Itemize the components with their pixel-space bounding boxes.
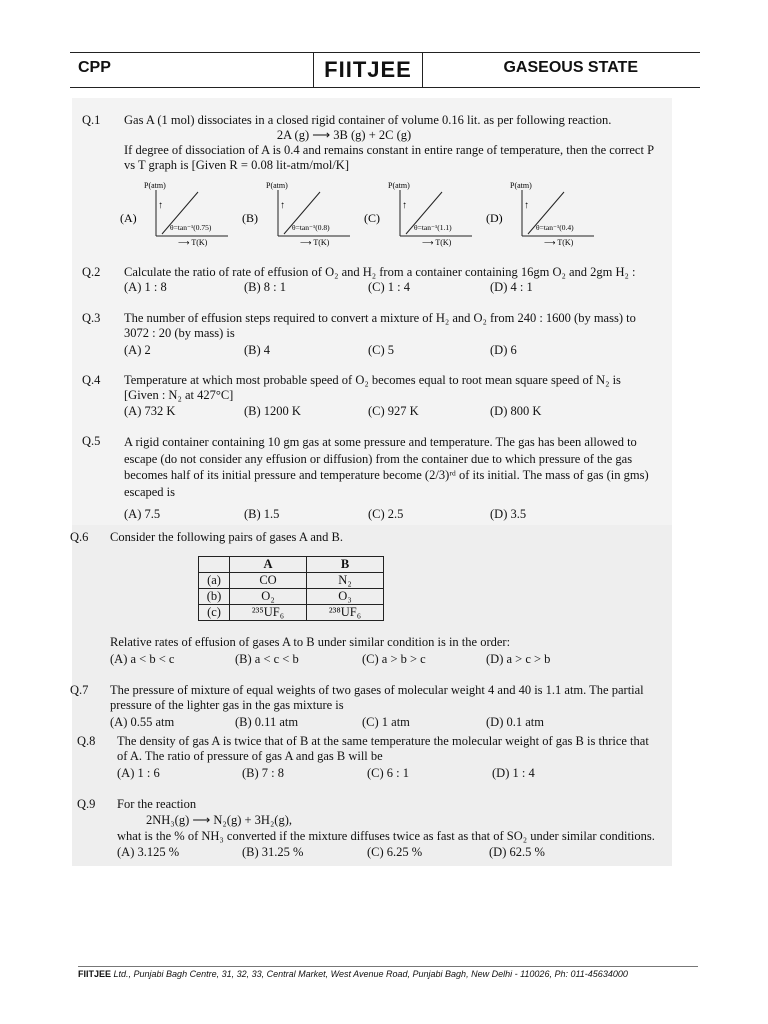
option-b[interactable]: (B) 7 : 8 [242,766,285,780]
question-text: Calculate the ratio of rate of effusion of O₂ and H₂ from a container containing 16gm O₂ and 2gm H₂ : [124,265,636,279]
table-header-cell [199,557,230,573]
reaction-equation: 2NH₃(g) ⟶ N₂(g) + 3H₂(g), [146,813,293,827]
option-a[interactable]: (A) 732 K [124,404,176,418]
table-cell: ²³⁵UF₆ [230,605,307,621]
pt-graph [120,181,228,247]
x-axis-label: ⟶ T(K) [300,238,330,247]
question-text: The number of effusion steps required to convert a mixture of H₂ and O₂ from 240 : 1600 (by mass) to 3072 : 20 (by mass) is [124,311,636,340]
option-c[interactable]: (C) 6.25 % [367,845,423,859]
table-cell: O₃ [307,589,384,605]
option-d[interactable]: (D) 3.5 [490,507,527,521]
question-text-2: what is the % of NH₃ converted if the mixture diffuses twice as fast as that of SO₂ under similar conditions. [117,829,655,843]
option-b[interactable]: (B) 4 [244,343,271,357]
question-text: The density of gas A is twice that of B at the same temperature the molecular weight of gas B is thrice that of A. The ratio of pressure of gas A and gas B will be [117,734,649,763]
reaction-equation: 2A (g) ⟶ 3B (g) + 2C (g) [276,128,412,142]
option-b[interactable]: (B) a < c < b [235,652,299,666]
option-d[interactable]: (D) 62.5 % [489,845,545,859]
question-number: Q.5 [82,434,101,448]
angle-label: θ=tan⁻¹(0.8) [292,223,330,232]
y-axis-label: P(atm) [388,181,410,190]
page-header [70,52,700,88]
pt-graph [364,181,472,247]
pt-graphs [118,178,608,248]
table-cell: (c) [199,605,230,621]
fiitjee-logo: FIITJEE [313,53,423,87]
up-arrow: ↑ [402,200,407,211]
table-header-cell: B [307,557,384,573]
option-b[interactable]: (B) 1200 K [244,404,301,418]
option-a[interactable]: (A) 1 : 8 [124,280,167,294]
graph-option-label: (A) [120,211,137,225]
option-d[interactable]: (D) 800 K [490,404,542,418]
y-axis-label: P(atm) [266,181,288,190]
table-header-cell: A [230,557,307,573]
option-a[interactable]: (A) 1 : 6 [117,766,160,780]
question-number: Q.4 [82,373,101,387]
table-cell: CO [230,573,307,589]
option-b[interactable]: (B) 0.11 atm [235,715,299,729]
table-header-row [199,557,384,573]
graph-option-label: (D) [486,211,503,225]
option-a[interactable]: (A) 3.125 % [117,845,180,859]
option-c[interactable]: (C) 5 [368,343,395,357]
angle-label: θ=tan⁻¹(1.1) [414,223,452,232]
pt-graph [242,181,350,247]
question-text-2: If degree of dissociation of A is 0.4 and remains constant in entire range of temperature, then the correct P vs T graph is [Given R = 0.08 lit-atm/mol/K] [124,143,654,172]
question-number: Q.8 [77,734,96,748]
option-a[interactable]: (A) 2 [124,343,151,357]
option-d[interactable]: (D) a > c > b [486,652,551,666]
question-text: For the reaction [117,797,197,811]
option-c[interactable]: (C) 1 : 4 [368,280,411,294]
option-d[interactable]: (D) 1 : 4 [492,766,535,780]
gas-pairs-table [198,556,384,621]
x-axis-label: ⟶ T(K) [544,238,574,247]
question-text: The pressure of mixture of equal weights of two gases of molecular weight 4 and 40 is 1.1 atm. The partial pressure of the lighter gas in the gas mixture is [110,683,644,712]
table-cell: (b) [199,589,230,605]
pt-graph [486,181,594,247]
option-c[interactable]: (C) a > b > c [362,652,426,666]
option-b[interactable]: (B) 1.5 [244,507,280,521]
angle-label: θ=tan⁻¹(0.75) [170,223,212,232]
angle-label: θ=tan⁻¹(0.4) [536,223,574,232]
question-number: Q.6 [70,530,89,544]
header-left: CPP [78,59,111,76]
x-axis-label: ⟶ T(K) [178,238,208,247]
option-c[interactable]: (C) 1 atm [362,715,410,729]
footer-brand: FIITJEE [78,969,112,979]
table-row [199,605,384,621]
question-text: Gas A (1 mol) dissociates in a closed rigid container of volume 0.16 lit. as per following reaction. [124,113,612,127]
table-cell: ²³⁸UF₆ [307,605,384,621]
graph-option-label: (B) [242,211,258,225]
question-text-2: Relative rates of effusion of gases A to B under similar condition is in the order: [110,635,511,649]
question-number: Q.7 [70,683,89,697]
up-arrow: ↑ [524,200,529,211]
question-text: A rigid container containing 10 gm gas at some pressure and temperature. The gas has been allowed to escape (do not consider any effusion or diffusion) from the container due to which pressure of the gas becomes half of its initial pressure and temperature become (2/3)ʳᵈ of its initial. The mass of gas (in gms) escaped is [124,435,649,499]
table-cell: O₂ [230,589,307,605]
table-cell: (a) [199,573,230,589]
up-arrow: ↑ [280,200,285,211]
y-axis-label: P(atm) [144,181,166,190]
up-arrow: ↑ [158,200,163,211]
page-footer [78,966,698,979]
option-c[interactable]: (C) 927 K [368,404,419,418]
option-c[interactable]: (C) 6 : 1 [367,766,410,780]
option-b[interactable]: (B) 8 : 1 [244,280,287,294]
question-number: Q.9 [77,797,96,811]
option-a[interactable]: (A) 0.55 atm [110,715,175,729]
footer-address: Ltd., Punjabi Bagh Centre, 31, 32, 33, Central Market, West Avenue Road, Punjabi Bagh, New Delhi - 110026, Ph: 011-45634000 [111,969,628,979]
question-text: Temperature at which most probable speed of O₂ becomes equal to root mean square speed of N₂ is [Given : N₂ at 427°C] [124,373,621,402]
option-d[interactable]: (D) 4 : 1 [490,280,533,294]
question-number: Q.1 [82,113,101,127]
option-a[interactable]: (A) a < b < c [110,652,175,666]
x-axis-label: ⟶ T(K) [422,238,452,247]
header-right: GASEOUS STATE [503,59,638,76]
option-c[interactable]: (C) 2.5 [368,507,404,521]
table-cell: N₂ [307,573,384,589]
question-number: Q.3 [82,311,101,325]
option-d[interactable]: (D) 0.1 atm [486,715,544,729]
option-a[interactable]: (A) 7.5 [124,507,161,521]
graph-option-label: (C) [364,211,380,225]
y-axis-label: P(atm) [510,181,532,190]
question-text: Consider the following pairs of gases A and B. [110,530,343,544]
table-row [199,589,384,605]
option-b[interactable]: (B) 31.25 % [242,845,304,859]
table-row [199,573,384,589]
option-d[interactable]: (D) 6 [490,343,517,357]
question-number: Q.2 [82,265,101,279]
